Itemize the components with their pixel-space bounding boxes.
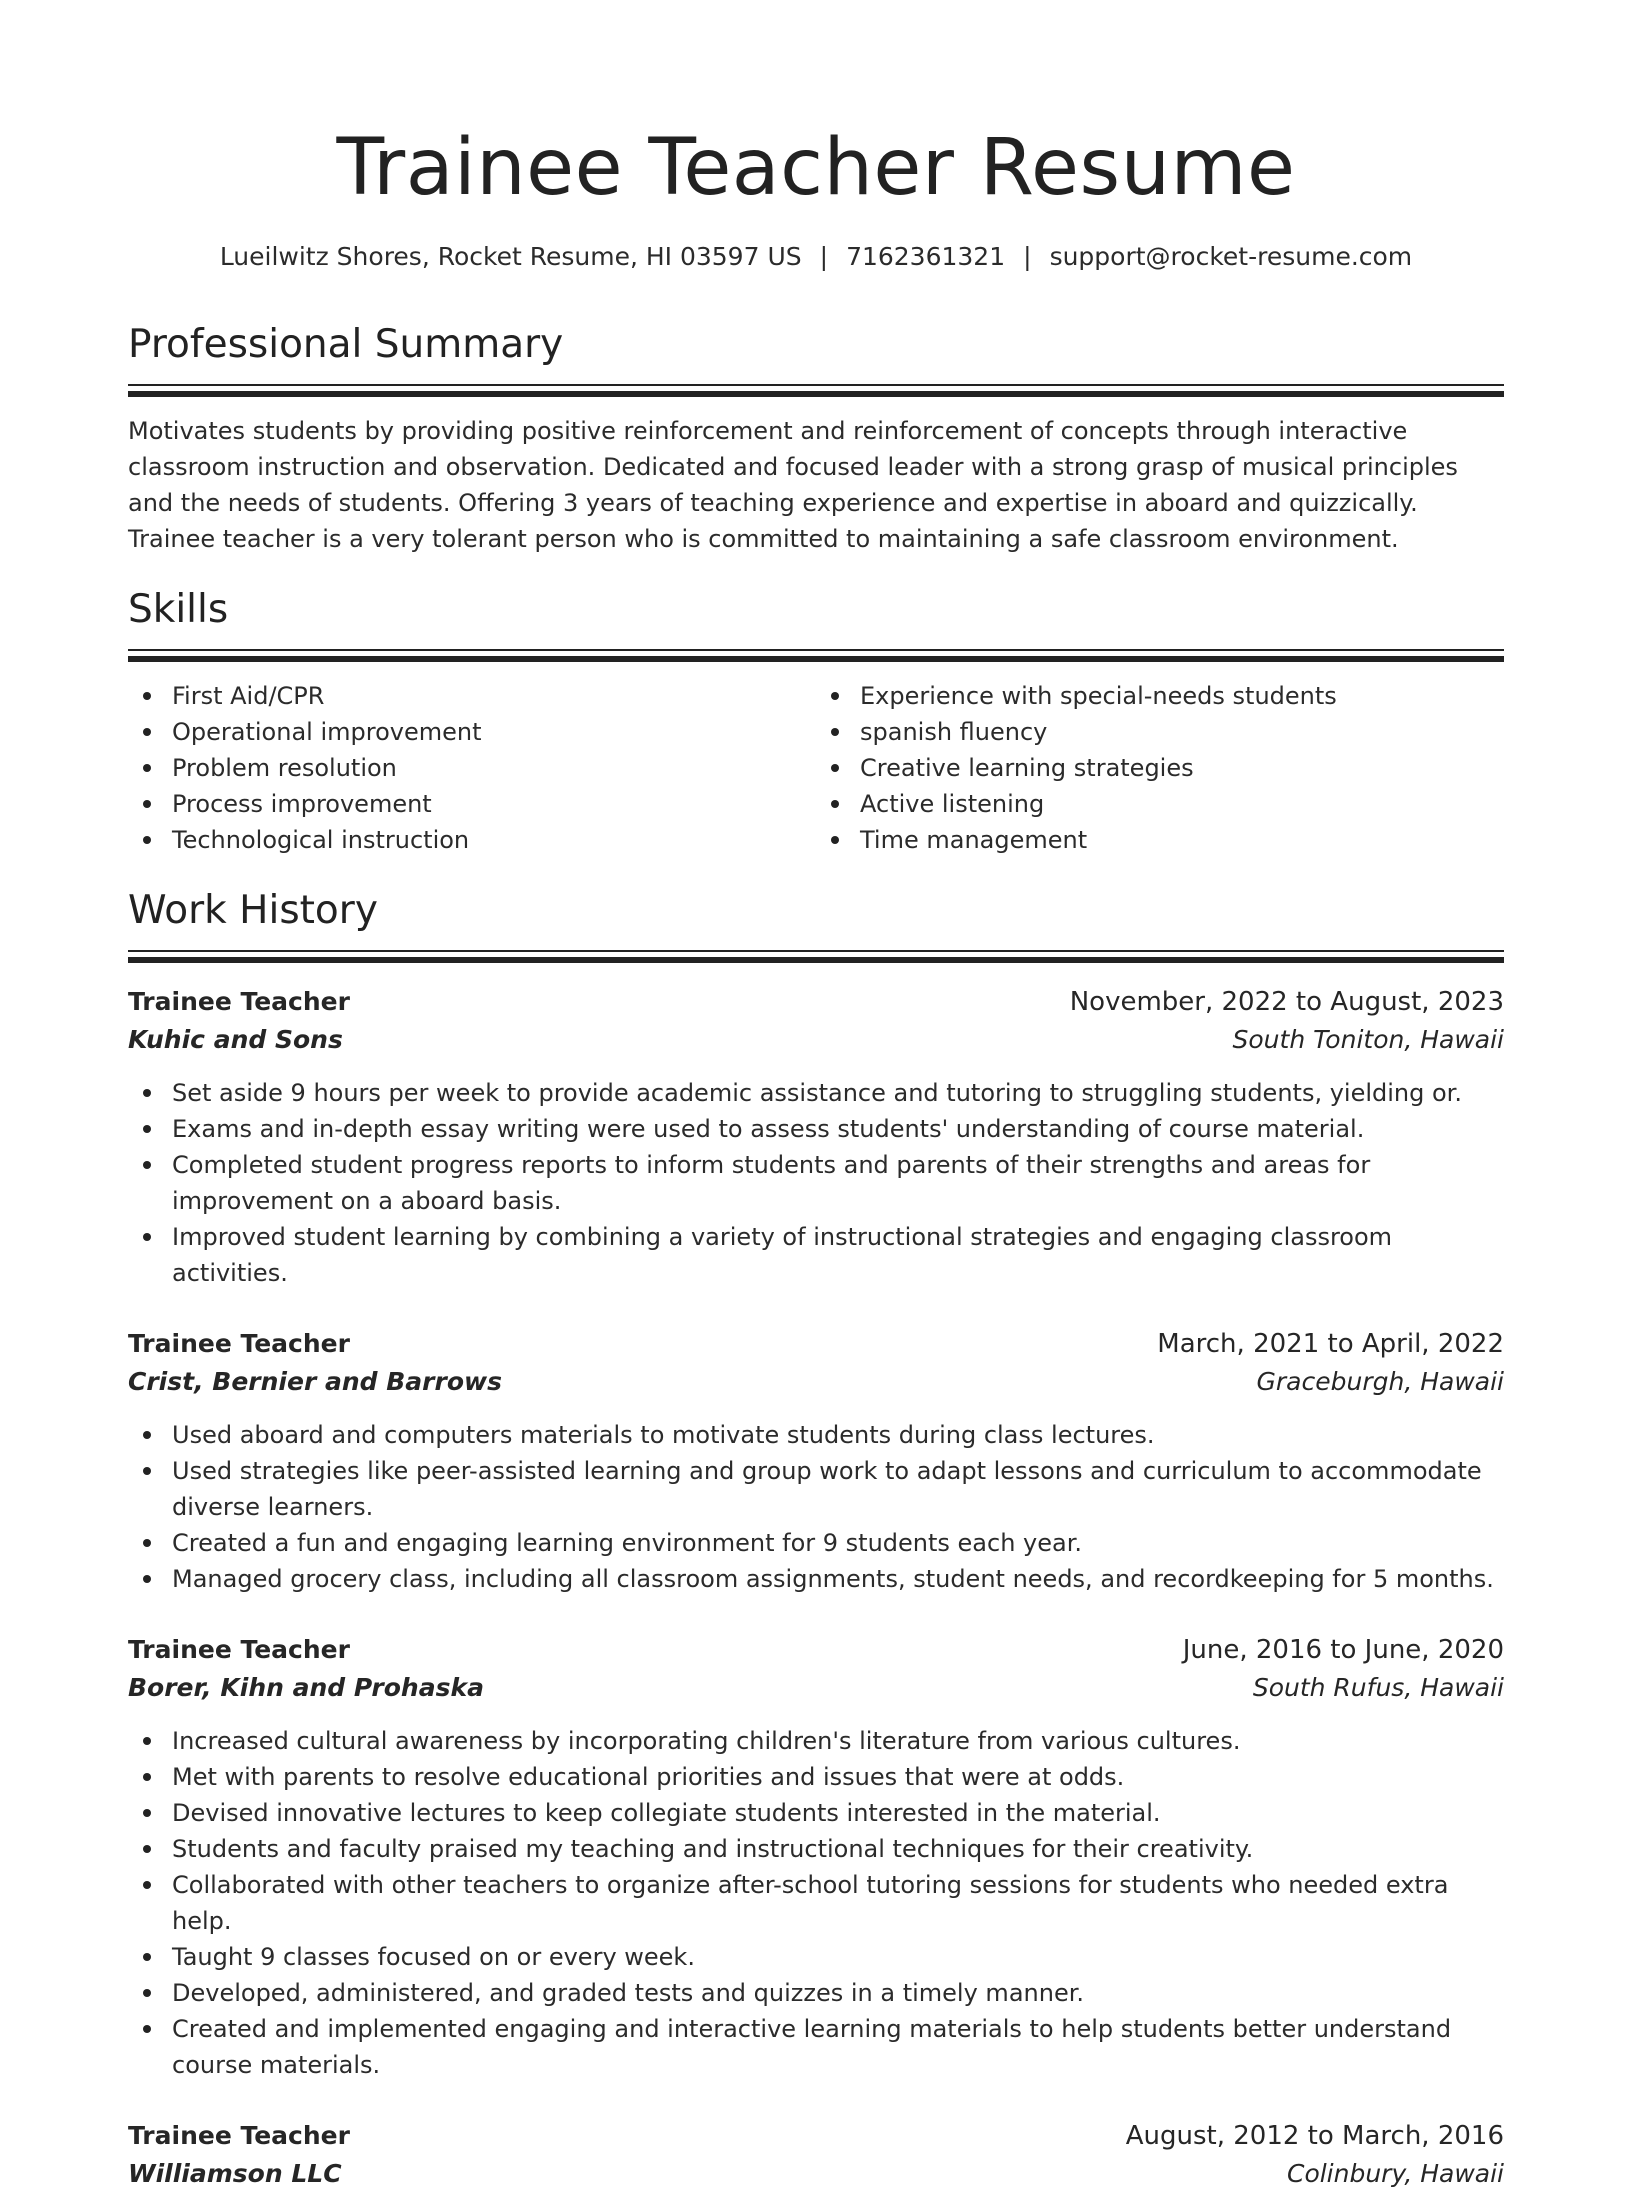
bullet-icon bbox=[143, 1845, 151, 1853]
job-list bbox=[128, 983, 1504, 2193]
job-bullets bbox=[128, 1417, 1504, 1597]
list-item bbox=[172, 2011, 1504, 2083]
resume-page bbox=[128, 0, 1504, 2193]
list-item bbox=[172, 1147, 1504, 1219]
list-item bbox=[172, 1417, 1504, 1453]
bullet-icon bbox=[143, 1467, 151, 1475]
bullet-icon bbox=[143, 1737, 151, 1745]
bullet-icon bbox=[831, 692, 839, 700]
job-dates: August, 2012 to March, 2016 bbox=[1125, 2121, 1504, 2151]
list-item bbox=[172, 1219, 1504, 1291]
job-entry bbox=[128, 983, 1504, 1291]
bullet-icon bbox=[143, 1125, 151, 1133]
list-item-text: First Aid/CPR bbox=[172, 682, 325, 710]
bullet-icon bbox=[143, 1881, 151, 1889]
list-item-text: Met with parents to resolve educational priorities and issues that were at odds. bbox=[172, 1763, 1125, 1791]
list-item bbox=[172, 1453, 1504, 1525]
bullet-icon bbox=[831, 800, 839, 808]
job-subheader-row bbox=[128, 1021, 1504, 1059]
list-item bbox=[860, 678, 1504, 714]
list-item bbox=[172, 1723, 1504, 1759]
job-title: Trainee Teacher bbox=[128, 1329, 350, 1358]
list-item-text: Problem resolution bbox=[172, 754, 397, 782]
job-subheader-row bbox=[128, 1669, 1504, 1707]
list-item bbox=[172, 1867, 1504, 1939]
job-dates: March, 2021 to April, 2022 bbox=[1157, 1329, 1504, 1359]
job-subheader-row bbox=[128, 2155, 1504, 2193]
job-title: Trainee Teacher bbox=[128, 987, 350, 1016]
job-header-row bbox=[128, 1631, 1504, 1669]
list-item-text: Managed grocery class, including all classroom assignments, student needs, and recordkeeping for 5 months. bbox=[172, 1565, 1494, 1593]
list-item-text: Developed, administered, and graded tests and quizzes in a timely manner. bbox=[172, 1979, 1084, 2007]
contact-address: Lueilwitz Shores, Rocket Resume, HI 03597 US bbox=[219, 242, 802, 271]
section-heading: Skills bbox=[128, 587, 229, 632]
list-item bbox=[172, 786, 816, 822]
work-history-section bbox=[128, 886, 1504, 2193]
list-item-text: Operational improvement bbox=[172, 718, 482, 746]
section-divider bbox=[128, 384, 1504, 397]
bullet-icon bbox=[143, 1773, 151, 1781]
bullet-icon bbox=[143, 1989, 151, 1997]
contact-line bbox=[128, 240, 1504, 274]
list-item-text: Time management bbox=[860, 826, 1088, 854]
list-item bbox=[172, 1561, 1504, 1597]
bullet-icon bbox=[143, 1953, 151, 1961]
job-entry bbox=[128, 1325, 1504, 1597]
list-item-text: Improved student learning by combining a variety of instructional strategies and engaging classroom activities. bbox=[172, 1223, 1393, 1287]
job-entry bbox=[128, 1631, 1504, 2083]
bullet-icon bbox=[143, 836, 151, 844]
list-item bbox=[860, 750, 1504, 786]
list-item-text: Exams and in-depth essay writing were used to assess students' understanding of course material. bbox=[172, 1115, 1365, 1143]
bullet-icon bbox=[831, 764, 839, 772]
list-item bbox=[860, 714, 1504, 750]
bullet-icon bbox=[143, 692, 151, 700]
list-item bbox=[172, 1795, 1504, 1831]
job-dates: November, 2022 to August, 2023 bbox=[1069, 987, 1504, 1017]
list-item bbox=[172, 1975, 1504, 2011]
contact-phone: 7162361321 bbox=[846, 242, 1006, 271]
list-item-text: spanish fluency bbox=[860, 718, 1048, 746]
job-company: Crist, Bernier and Barrows bbox=[128, 1367, 502, 1396]
list-item-text: Collaborated with other teachers to organize after-school tutoring sessions for students who needed extra help. bbox=[172, 1871, 1449, 1935]
list-item bbox=[172, 822, 816, 858]
list-item bbox=[172, 1111, 1504, 1147]
job-location: Colinbury, Hawaii bbox=[1286, 2159, 1504, 2188]
list-item bbox=[172, 750, 816, 786]
section-heading: Work History bbox=[128, 888, 378, 933]
list-item-text: Created a fun and engaging learning environment for 9 students each year. bbox=[172, 1529, 1083, 1557]
list-item-text: Students and faculty praised my teaching and instructional techniques for their creativity. bbox=[172, 1835, 1254, 1863]
list-item bbox=[172, 1525, 1504, 1561]
job-location: Graceburgh, Hawaii bbox=[1256, 1367, 1504, 1396]
bullet-icon bbox=[831, 836, 839, 844]
list-item-text: Creative learning strategies bbox=[860, 754, 1194, 782]
list-item-text: Experience with special-needs students bbox=[860, 682, 1337, 710]
contact-separator: | bbox=[1023, 242, 1032, 271]
job-header-row bbox=[128, 1325, 1504, 1363]
list-item-text: Taught 9 classes focused on or every week. bbox=[172, 1943, 695, 1971]
bullet-icon bbox=[143, 1233, 151, 1241]
job-entry bbox=[128, 2117, 1504, 2193]
job-header-row bbox=[128, 2117, 1504, 2155]
job-bullets bbox=[128, 1723, 1504, 2083]
list-item bbox=[860, 786, 1504, 822]
bullet-icon bbox=[143, 1089, 151, 1097]
job-location: South Toniton, Hawaii bbox=[1232, 1025, 1504, 1054]
list-item-text: Devised innovative lectures to keep collegiate students interested in the material. bbox=[172, 1799, 1161, 1827]
bullet-icon bbox=[143, 1575, 151, 1583]
job-subheader-row bbox=[128, 1363, 1504, 1401]
skills-grid bbox=[128, 678, 1504, 858]
job-location: South Rufus, Hawaii bbox=[1252, 1673, 1504, 1702]
bullet-icon bbox=[143, 1539, 151, 1547]
list-item bbox=[172, 1075, 1504, 1111]
list-item bbox=[172, 1759, 1504, 1795]
skills-column-left bbox=[128, 678, 816, 858]
list-item-text: Completed student progress reports to inform students and parents of their strengths and areas for improvement on a aboard basis. bbox=[172, 1151, 1371, 1215]
list-item-text: Set aside 9 hours per week to provide academic assistance and tutoring to struggling students, yielding or. bbox=[172, 1079, 1462, 1107]
list-item bbox=[172, 714, 816, 750]
skills-column-right bbox=[816, 678, 1504, 858]
skills-section bbox=[128, 585, 1504, 858]
section-divider bbox=[128, 649, 1504, 662]
job-header-row bbox=[128, 983, 1504, 1021]
list-item-text: Increased cultural awareness by incorporating children's literature from various cultures. bbox=[172, 1727, 1241, 1755]
bullet-icon bbox=[143, 1431, 151, 1439]
list-item bbox=[172, 1831, 1504, 1867]
contact-email: support@rocket-resume.com bbox=[1049, 242, 1413, 271]
bullet-icon bbox=[143, 764, 151, 772]
list-item-text: Created and implemented engaging and interactive learning materials to help students better understand course materials. bbox=[172, 2015, 1452, 2079]
bullet-icon bbox=[143, 800, 151, 808]
section-heading: Professional Summary bbox=[128, 322, 564, 367]
list-item bbox=[172, 1939, 1504, 1975]
section-divider bbox=[128, 950, 1504, 963]
contact-separator: | bbox=[819, 242, 829, 271]
list-item-text: Active listening bbox=[860, 790, 1045, 818]
bullet-icon bbox=[143, 1809, 151, 1817]
summary-text: Motivates students by providing positive reinforcement and reinforcement of concepts through interactive classroom instruction and observation. Dedicated and focused leader with a strong grasp of musical principles and the needs of students. Offering 3 years of teaching experience and expertise in aboard and quizzically. Trainee teacher is a very tolerant person who is committed to maintaining a safe classroom environment. bbox=[128, 417, 1458, 553]
bullet-icon bbox=[143, 1161, 151, 1169]
job-title: Trainee Teacher bbox=[128, 1635, 350, 1664]
job-title: Trainee Teacher bbox=[128, 2121, 350, 2150]
list-item-text: Used aboard and computers materials to motivate students during class lectures. bbox=[172, 1421, 1155, 1449]
bullet-icon bbox=[831, 728, 839, 736]
job-company: Williamson LLC bbox=[128, 2159, 342, 2188]
resume-title: Trainee Teacher Resume bbox=[336, 123, 1296, 213]
job-company: Borer, Kihn and Prohaska bbox=[128, 1673, 484, 1702]
list-item bbox=[172, 678, 816, 714]
job-dates: June, 2016 to June, 2020 bbox=[1182, 1635, 1504, 1665]
list-item-text: Process improvement bbox=[172, 790, 432, 818]
bullet-icon bbox=[143, 2025, 151, 2033]
professional-summary-section bbox=[128, 320, 1504, 557]
job-company: Kuhic and Sons bbox=[128, 1025, 343, 1054]
bullet-icon bbox=[143, 728, 151, 736]
job-bullets bbox=[128, 1075, 1504, 1291]
list-item-text: Used strategies like peer-assisted learning and group work to adapt lessons and curriculum to accommodate diverse learners. bbox=[172, 1457, 1482, 1521]
list-item-text: Technological instruction bbox=[172, 826, 470, 854]
list-item bbox=[860, 822, 1504, 858]
